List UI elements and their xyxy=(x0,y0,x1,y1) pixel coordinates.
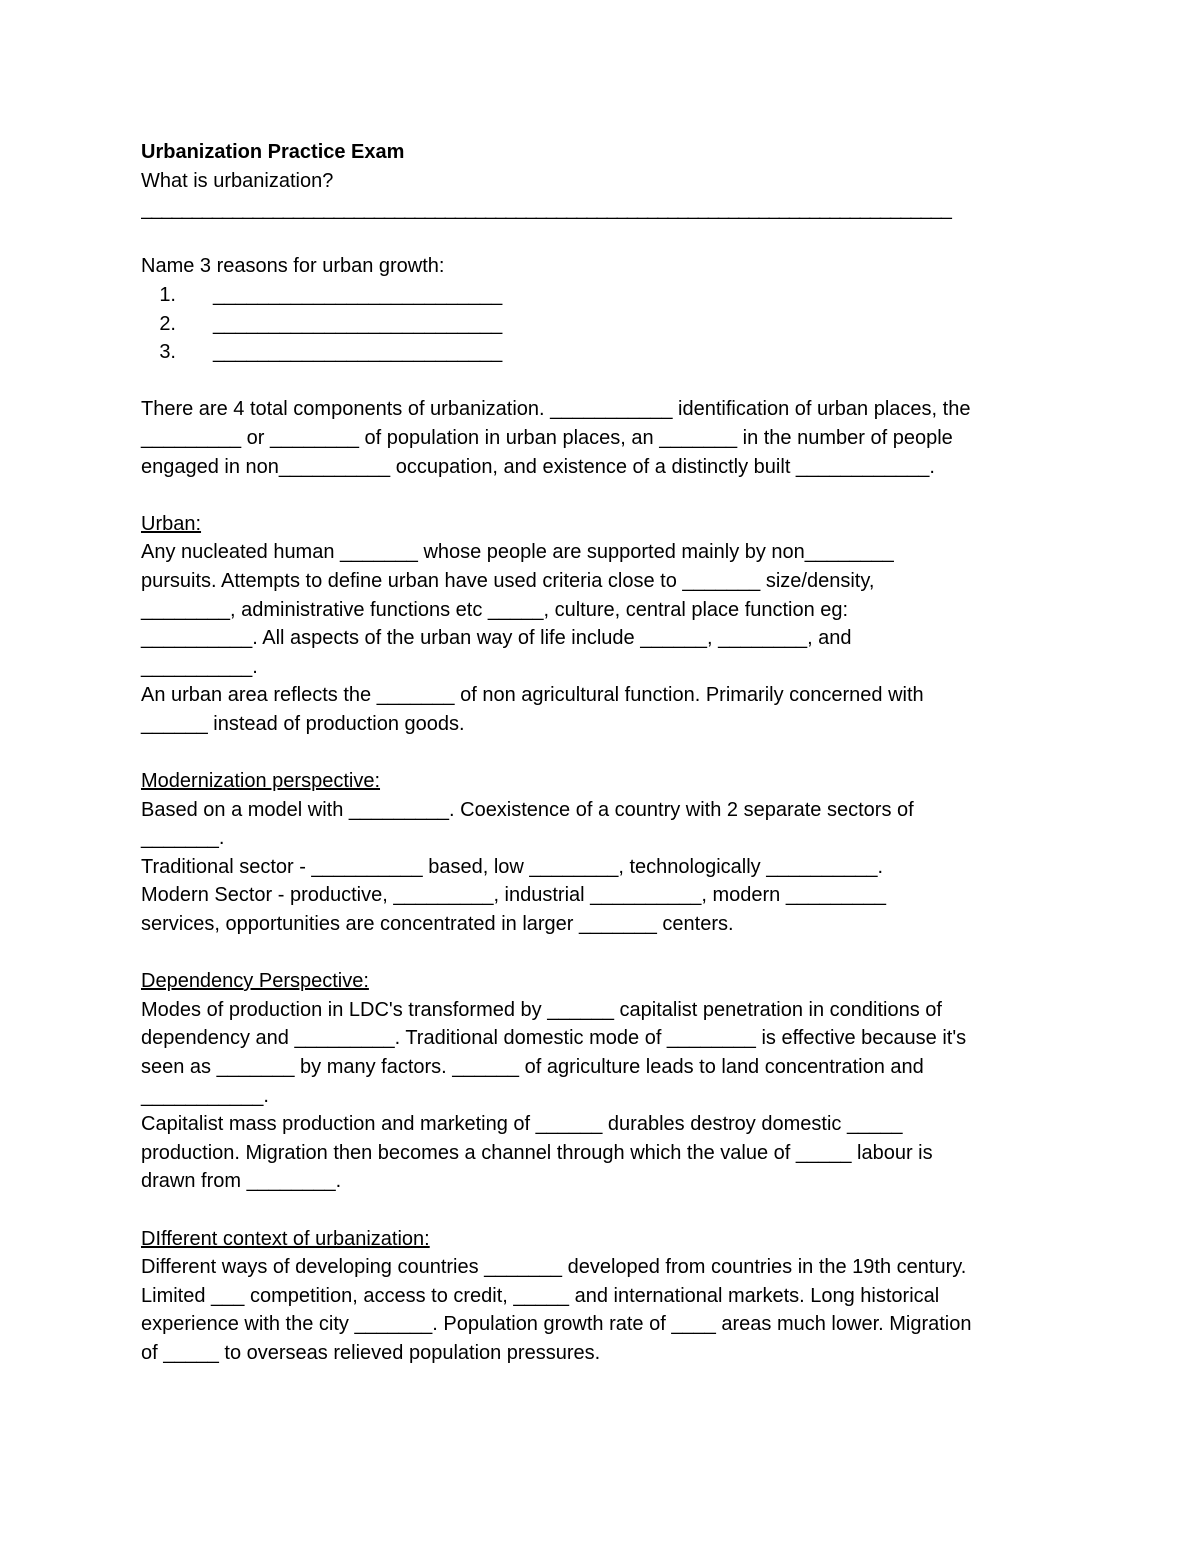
answer-line: ________________________________________________________________________________ xyxy=(141,198,951,221)
section-heading: Modernization perspective: xyxy=(141,770,381,793)
list-number: 2. xyxy=(159,312,176,335)
section-context xyxy=(141,1225,1081,1368)
list-number: 1. xyxy=(159,283,176,306)
paragraph-line: services, opportunities are concentrated in larger _______ centers. xyxy=(141,913,734,936)
components-paragraph xyxy=(141,395,1081,481)
document-title: Urbanization Practice Exam xyxy=(141,141,405,163)
paragraph-line: Based on a model with _________. Coexistence of a country with 2 separate sectors of xyxy=(141,798,914,821)
paragraph-line: Different ways of developing countries _______ developed from countries in the 19th century. xyxy=(141,1256,967,1279)
paragraph-line: Traditional sector - __________ based, low ________, technologically __________. xyxy=(141,855,884,878)
paragraph-line: pursuits. Attempts to define urban have used criteria close to _______ size/density, xyxy=(141,569,875,592)
paragraph-line: engaged in non__________ occupation, and existence of a distinctly built ____________. xyxy=(141,455,935,478)
section-urban xyxy=(141,510,1081,739)
paragraph-line: ______ instead of production goods. xyxy=(141,712,465,735)
list-item xyxy=(141,310,1081,339)
paragraph-line: dependency and _________. Traditional domestic mode of ________ is effective because it's xyxy=(141,1027,967,1050)
paragraph-line: seen as _______ by many factors. ______ of agriculture leads to land concentration and xyxy=(141,1056,924,1078)
paragraph-line: ___________. xyxy=(141,1084,269,1107)
paragraph-line: Modes of production in LDC's transformed by ______ capitalist penetration in conditions of xyxy=(141,998,942,1021)
answer-blank: __________________________ xyxy=(213,283,503,306)
paragraph-line: __________. All aspects of the urban way of life include ______, ________, and xyxy=(141,627,852,650)
section-heading: Dependency Perspective: xyxy=(141,970,369,993)
paragraph-line: Any nucleated human _______ whose people are supported mainly by non________ xyxy=(141,541,894,564)
paragraph-line: Modern Sector - productive, _________, industrial __________, modern _________ xyxy=(141,884,886,907)
question-urbanization-prompt: What is urbanization? xyxy=(141,169,334,192)
paragraph-line: production. Migration then becomes a channel through which the value of _____ labour is xyxy=(141,1141,933,1164)
list-item xyxy=(141,281,1081,310)
question-urban-growth-prompt: Name 3 reasons for urban growth: xyxy=(141,255,445,278)
document-page xyxy=(141,138,1081,1368)
list-item xyxy=(141,338,1081,367)
paragraph-line: of _____ to overseas relieved population pressures. xyxy=(141,1341,601,1364)
section-heading: Urban: xyxy=(141,512,202,535)
spacer xyxy=(141,738,1081,767)
paragraph-line: _________ or ________ of population in urban places, an _______ in the number of people xyxy=(141,426,953,449)
paragraph-line: _______. xyxy=(141,827,225,850)
spacer xyxy=(141,1196,1081,1225)
answer-blank: __________________________ xyxy=(213,341,503,364)
reasons-list xyxy=(141,281,1081,367)
paragraph-line: __________. xyxy=(141,655,258,678)
section-heading: DIfferent context of urbanization: xyxy=(141,1227,430,1250)
paragraph-line: experience with the city _______. Population growth rate of ____ areas much lower. Migration xyxy=(141,1313,972,1336)
paragraph-line: There are 4 total components of urbanization. ___________ identification of urban places, the xyxy=(141,398,971,421)
spacer xyxy=(141,224,1081,253)
paragraph-line: An urban area reflects the _______ of non agricultural function. Primarily concerned with xyxy=(141,684,924,707)
answer-blank: __________________________ xyxy=(213,312,503,335)
paragraph-line: Capitalist mass production and marketing of ______ durables destroy domestic _____ xyxy=(141,1113,903,1136)
list-number: 3. xyxy=(159,341,176,364)
spacer xyxy=(141,939,1081,968)
paragraph-line: ________, administrative functions etc _____, culture, central place function eg: xyxy=(141,598,849,621)
spacer xyxy=(141,481,1081,510)
spacer xyxy=(141,367,1081,396)
section-modernization xyxy=(141,767,1081,939)
paragraph-line: Limited ___ competition, access to credit, _____ and international markets. Long historical xyxy=(141,1284,940,1307)
paragraph-line: drawn from ________. xyxy=(141,1170,342,1193)
section-dependency xyxy=(141,967,1081,1196)
